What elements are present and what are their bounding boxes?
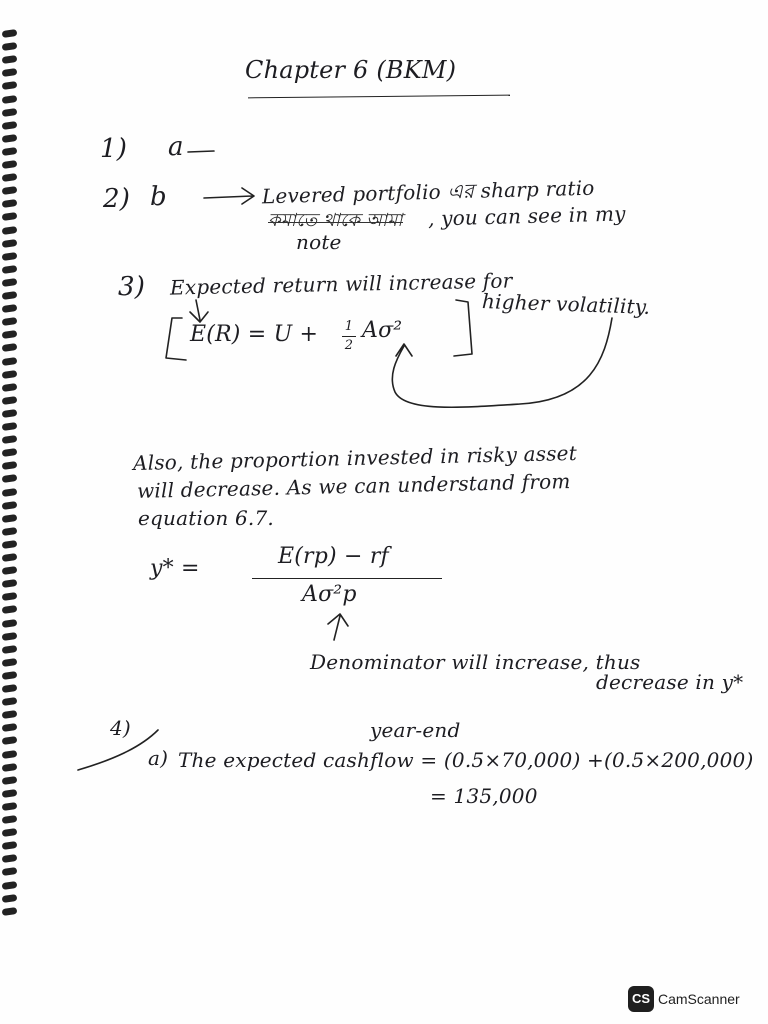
q1-dash-stroke	[188, 151, 214, 152]
question-2-number: 2)	[103, 184, 131, 214]
question-4-line-1: The expected cashflow = (0.5×70,000) +(0.5×200,000)	[178, 748, 754, 772]
question-2-line-3: note	[296, 230, 342, 254]
question-4-curve	[78, 730, 158, 770]
y-star-label: y* =	[150, 556, 200, 581]
question-4-part: a)	[148, 746, 169, 770]
question-3-line-1: Expected return will increase for	[169, 268, 513, 300]
q3-down-arrow	[190, 300, 208, 322]
page-title: Chapter 6 (BKM)	[245, 56, 457, 84]
note-line-1: Denominator will increase, thus	[310, 650, 641, 674]
equation-half-numerator: 1	[344, 319, 354, 334]
paragraph-line-3: equation 6.7.	[138, 506, 274, 530]
question-2-bengali-struck: কমাতে থাকে আমা	[268, 206, 403, 237]
question-2-line-2: , you can see in my	[427, 201, 626, 231]
question-2-answer: b	[150, 182, 167, 212]
question-1-number: 1)	[100, 134, 128, 164]
question-3-line-2: higher volatility.	[481, 289, 651, 319]
camscanner-brand: CamScanner	[658, 991, 740, 1007]
fraction-denominator: Aσ²p	[302, 582, 357, 607]
note-line-2: decrease in y*	[596, 670, 744, 694]
question-2-line-1: Levered portfolio এর sharp ratio	[261, 175, 595, 209]
q2-arrow-stroke	[204, 188, 254, 204]
paragraph-line-1: Also, the proportion invested in risky asset	[132, 440, 578, 476]
equation-tail: Aσ²	[362, 318, 403, 343]
fraction-numerator: E(rp) − rf	[278, 544, 389, 569]
equation-left-bracket	[166, 318, 186, 360]
volatility-loop-arrow	[392, 318, 612, 407]
question-4-year-end: year-end	[370, 718, 461, 742]
question-3-number: 3)	[118, 272, 146, 302]
paragraph-line-2: will decrease. As we can understand from	[136, 469, 571, 503]
question-4-result: = 135,000	[430, 784, 538, 808]
denominator-up-arrow	[328, 614, 348, 640]
camscanner-logo: CS	[628, 986, 654, 1012]
equation-half-denominator: 2	[344, 338, 354, 353]
equation-right-bracket	[454, 300, 472, 356]
question-1-answer: a	[168, 132, 184, 162]
equation-lhs: E(R) = U +	[190, 322, 319, 347]
question-4-number: 4)	[110, 716, 131, 740]
